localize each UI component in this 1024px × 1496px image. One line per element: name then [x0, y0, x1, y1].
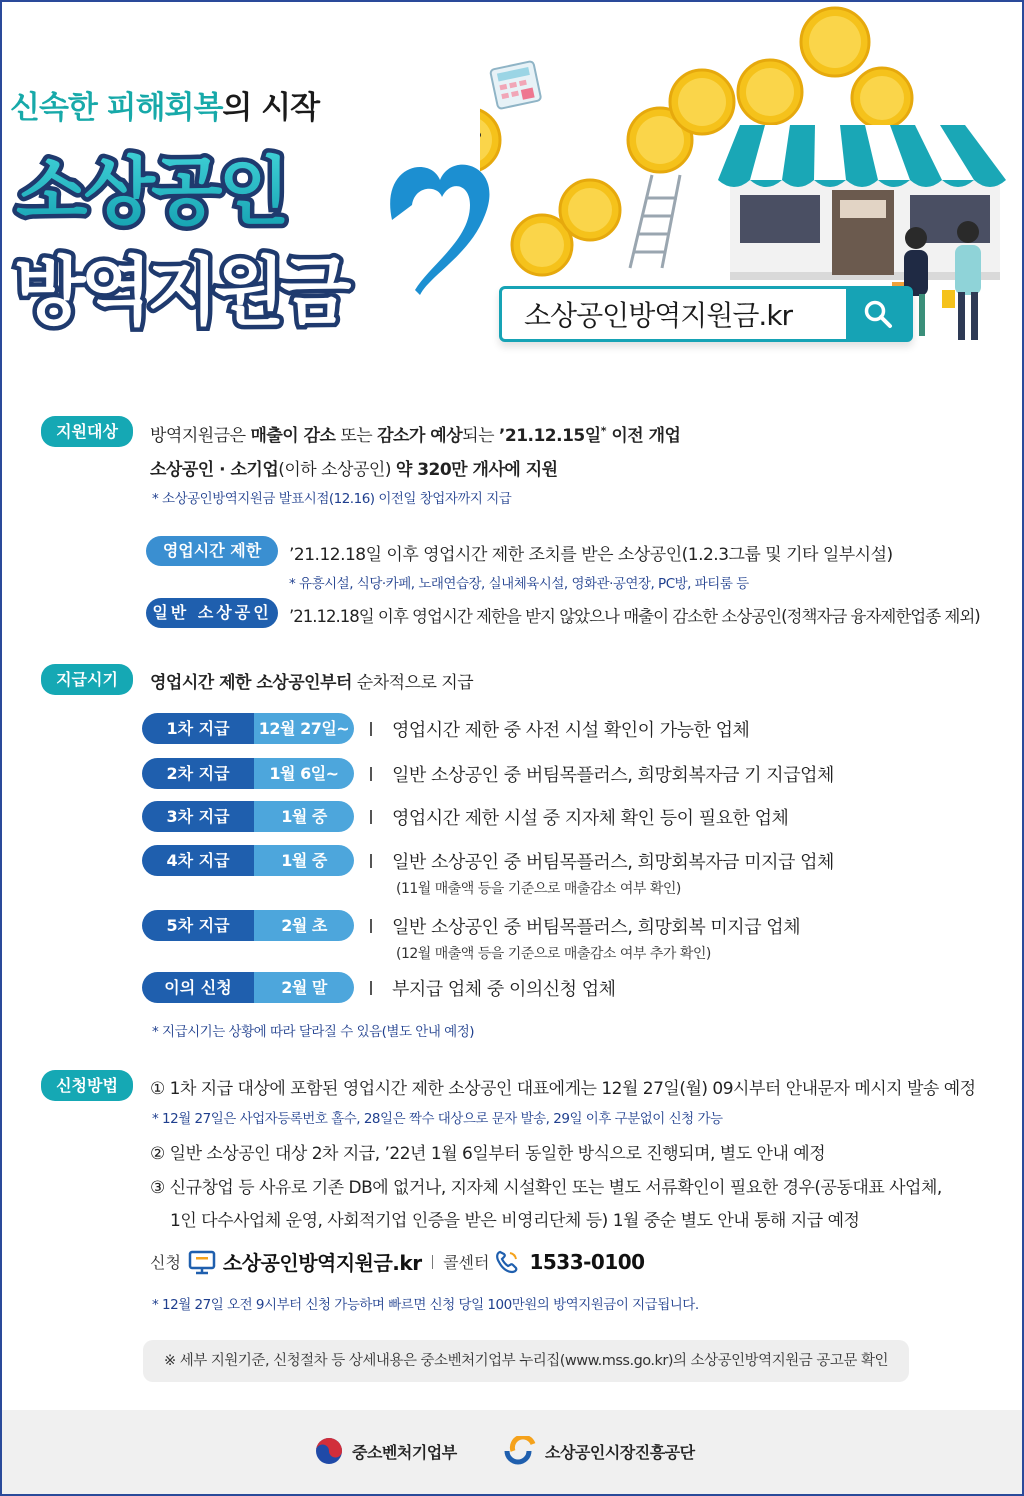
round-divider — [370, 854, 372, 868]
coin-character-icon — [480, 108, 500, 172]
round-desc: 일반 소상공인 중 버팀목플러스, 희망회복자금 미지급 업체 — [392, 852, 834, 873]
taegeuk-logo-icon — [314, 1436, 344, 1466]
section-label-schedule: 지급시기 — [41, 664, 133, 695]
section-label-apply: 신청방법 — [41, 1070, 133, 1101]
divider — [432, 1255, 434, 1269]
apply-item1-note: * 12월 27일은 사업자등록번호 홀수, 28일은 짝수 대상으로 문자 발송, 29일 이후 구분없이 신청 가능 — [152, 1111, 723, 1127]
target-line2: 소상공인 · 소기업(이하 소상공인) 약 320만 개사에 지원 — [150, 460, 558, 480]
round-name: 2차 지급 — [142, 758, 254, 789]
schedule-note: * 지급시기는 상황에 따라 달라질 수 있음(별도 안내 예정) — [152, 1024, 475, 1040]
final-note: * 12월 27일 오전 9시부터 신청 가능하며 빠르면 신청 당일 100만원의 방역지원금이 지급됩니다. — [152, 1297, 699, 1313]
target-line1: 방역지원금은 매출이 감소 또는 감소가 예상되는 ’21.12.15일* 이전 개업 — [150, 424, 681, 446]
round-sub: (11월 매출액 등을 기준으로 매출감소 여부 확인) — [396, 881, 681, 897]
title-line1: 소상공인 — [16, 149, 286, 235]
round-name: 5차 지급 — [142, 910, 254, 941]
apply-item1: ① 1차 지급 대상에 포함된 영업시간 제한 소상공인 대표에게는 12월 27일(월) 09시부터 안내문자 메시지 발송 예정 — [150, 1079, 976, 1099]
round-desc: 일반 소상공인 중 버팀목플러스, 희망회복 미지급 업체 — [392, 917, 801, 938]
section-label-target: 지원대상 — [41, 416, 133, 447]
round-date: 12월 27일~ — [254, 713, 354, 744]
org-mss: 중소벤처기업부 — [314, 1436, 457, 1466]
apply-label: 신청 — [150, 1253, 181, 1272]
general-label: 일반 소상공인 — [146, 598, 278, 628]
round-pill — [142, 972, 354, 1003]
general-text: ’21.12.18일 이후 영업시간 제한을 받지 않았으나 매출이 감소한 소상공인(정책자금 융자제한업종 제외) — [289, 607, 980, 626]
restricted-text: ’21.12.18일 이후 영업시간 제한 조치를 받은 소상공인(1.2.3그룹 및 기타 일부시설) — [289, 545, 893, 565]
round-date: 1월 6일~ — [254, 758, 354, 789]
round-divider — [370, 919, 372, 933]
round-desc: 영업시간 제한 시설 중 지자체 확인 등이 필요한 업체 — [392, 808, 789, 829]
tagline: 신속한 피해회복의 시작 — [10, 90, 320, 126]
apply-item3a: ③ 신규창업 등 사유로 기존 DB에 없거나, 지자체 시설확인 또는 별도 서류확인이 필요한 경우(공동대표 사업체, — [150, 1178, 942, 1198]
round-divider — [370, 722, 372, 736]
round-desc: 부지급 업체 중 이의신청 업체 — [392, 979, 616, 1000]
round-divider — [370, 981, 372, 995]
apply-item3b: 1인 다수사업체 운영, 사회적기업 인증을 받은 비영리단체 등) 1월 중순 별도 안내 통해 지급 예정 — [170, 1211, 860, 1231]
search-icon — [863, 299, 893, 329]
title-line2: 방역지원금 — [14, 249, 347, 335]
round-divider — [370, 767, 372, 781]
round-pill — [142, 758, 354, 789]
round-name: 3차 지급 — [142, 801, 254, 832]
semas-logo-icon — [503, 1436, 537, 1466]
call-number[interactable]: 1533-0100 — [529, 1249, 645, 1274]
main-title — [0, 125, 500, 360]
round-pill — [142, 910, 354, 941]
contact-line — [150, 1247, 645, 1276]
schedule-intro: 영업시간 제한 소상공인부터 순차적으로 지급 — [150, 673, 474, 693]
org-semas: 소상공인시장진흥공단 — [503, 1436, 695, 1466]
phone-icon — [493, 1248, 521, 1276]
round-date: 1월 중 — [254, 845, 354, 876]
target-note: * 소상공인방역지원금 발표시점(12.16) 이전일 창업자까지 지급 — [152, 491, 512, 507]
round-name: 1차 지급 — [142, 713, 254, 744]
monitor-icon — [187, 1249, 217, 1275]
url-search-bar[interactable] — [499, 286, 913, 342]
round-date: 2월 말 — [254, 972, 354, 1003]
restricted-note: * 유흥시설, 식당·카페, 노래연습장, 실내체육시설, 영화관·공연장, PC방, 파티룸 등 — [289, 576, 749, 592]
restricted-label: 영업시간 제한 — [146, 536, 278, 566]
round-sub: (12월 매출액 등을 기준으로 매출감소 여부 추가 확인) — [396, 946, 711, 962]
call-label: 콜센터 — [443, 1253, 490, 1272]
search-button[interactable] — [846, 289, 910, 339]
round-pill — [142, 845, 354, 876]
search-url-text: 소상공인방역지원금.kr — [524, 299, 793, 332]
round-name: 이의 신청 — [142, 972, 254, 1003]
ladder-icon — [630, 175, 680, 268]
round-pill — [142, 801, 354, 832]
apply-item2: ② 일반 소상공인 대상 2차 지급, ’22년 1월 6일부터 동일한 방식으로 진행되며, 별도 안내 예정 — [150, 1144, 826, 1164]
round-desc: 일반 소상공인 중 버팀목플러스, 희망회복자금 기 지급업체 — [392, 765, 834, 786]
round-pill — [142, 713, 354, 744]
round-date: 1월 중 — [254, 801, 354, 832]
calculator-icon — [490, 61, 541, 109]
apply-site-link[interactable]: 소상공인방역지원금.kr — [222, 1251, 422, 1275]
info-box: ※ 세부 지원기준, 신청절차 등 상세내용은 중소벤처기업부 누리집(www.mss.go.kr)의 소상공인방역지원금 공고문 확인 — [143, 1340, 909, 1382]
round-desc: 영업시간 제한 중 사전 시설 확인이 가능한 업체 — [392, 720, 750, 741]
round-divider — [370, 810, 372, 824]
round-name: 4차 지급 — [142, 845, 254, 876]
round-date: 2월 초 — [254, 910, 354, 941]
ribbon-icon — [390, 165, 489, 295]
